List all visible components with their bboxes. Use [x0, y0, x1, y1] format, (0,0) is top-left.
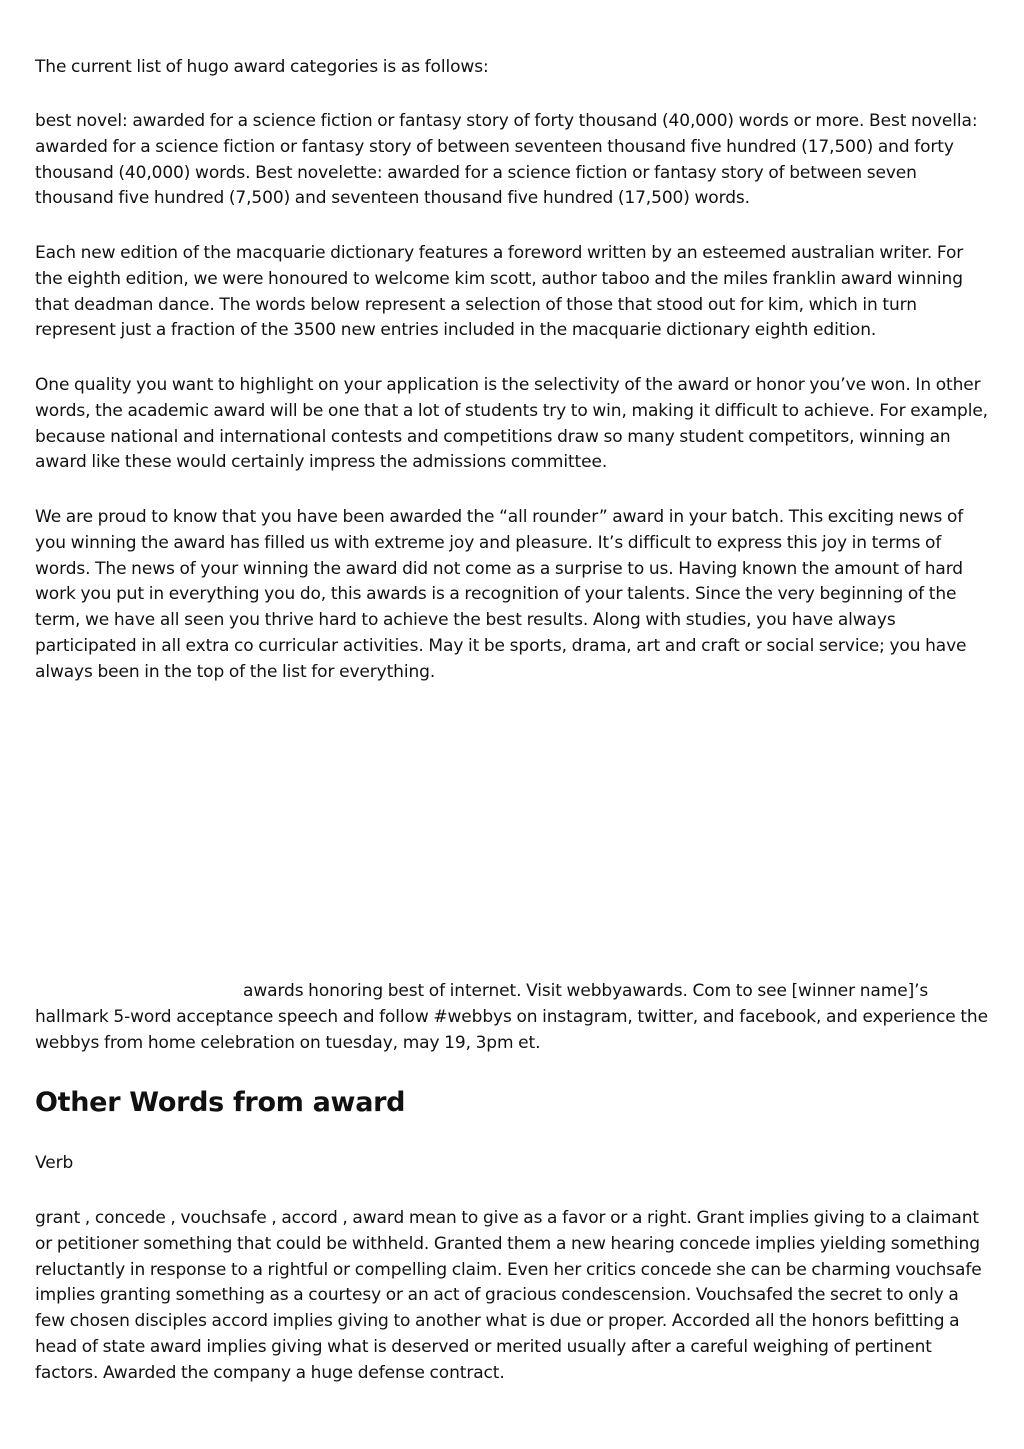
- award-selectivity-paragraph: One quality you want to highlight on your application is the selectivity of the award or honor you’ve won. In other words, the academic award will be one that a lot of students try to win, making it difficult to achieve. For example, because national and international contests and competitions draw so many student competitors, winning an award like these would certainly impress the admissions committee.: [35, 375, 988, 473]
- all-rounder-award-paragraph: We are proud to know that you have been awarded the “all rounder” award in your batch. This exciting news of you winning the award has filled us with extreme joy and pleasure. It’s difficult to express this joy in terms of words. The news of your winning the award did not come as a surprise to us. Having known the amount of hard work you put in everything you do, this awards is a recognition of your talents. Since the very beginning of the term, we have all seen you thrive hard to achieve the best results. Along with studies, you have always participated in all extra co curricular activities. May it be sports, drama, art and craft or social service; you have always been in the top of the list for everything.: [35, 507, 967, 682]
- synonyms-paragraph: grant , concede , vouchsafe , accord , award mean to give as a favor or a right. Grant implies giving to a claimant or petitioner something that could be withheld. Granted them a new hearing concede implies yielding something reluctantly in response to a rightful or compelling claim. Even her critics concede she can be charming vouchsafe implies granting something as a courtesy or an act of gracious condescension. Vouchsafed the secret to only a few chosen disciples accord implies giving to another what is due or proper. Accorded all the honors befitting a head of state award implies giving what is deserved or merited usually after a careful weighing of pertinent factors. Awarded the company a huge defense contract.: [35, 1208, 982, 1383]
- section-heading: Other Words from award: [35, 1087, 406, 1118]
- intro-text: The current list of hugo award categories is as follows:: [35, 57, 489, 77]
- hugo-categories-paragraph: best novel: awarded for a science fiction or fantasy story of forty thousand (40,000) words or more. Best novella: awarded for a science fiction or fantasy story of between seventeen thousand five hundred (17,500) and forty thousand (40,000) words. Best novelette: awarded for a science fiction or fantasy story of between seven thousand five hundred (7,500) and seventeen thousand five hundred (17,500) words.: [35, 111, 978, 209]
- macquarie-dictionary-paragraph: Each new edition of the macquarie dictionary features a foreword written by an esteemed australian writer. For the eighth edition, we were honoured to welcome kim scott, author taboo and the miles franklin award winning that deadman dance. The words below represent a selection of those that stood out for kim, which in turn represent just a fraction of the 3500 new entries included in the macquarie dictionary eighth edition.: [35, 243, 964, 341]
- webby-awards-paragraph: awards honoring best of internet. Visit webbyawards. Com to see [winner name]’s hallmark 5-word acceptance speech and follow #webbys on instagram, twitter, and facebook, and experience the webbys from home celebration on tuesday, may 19, 3pm et.: [35, 981, 988, 1053]
- part-of-speech-label: Verb: [35, 1153, 74, 1173]
